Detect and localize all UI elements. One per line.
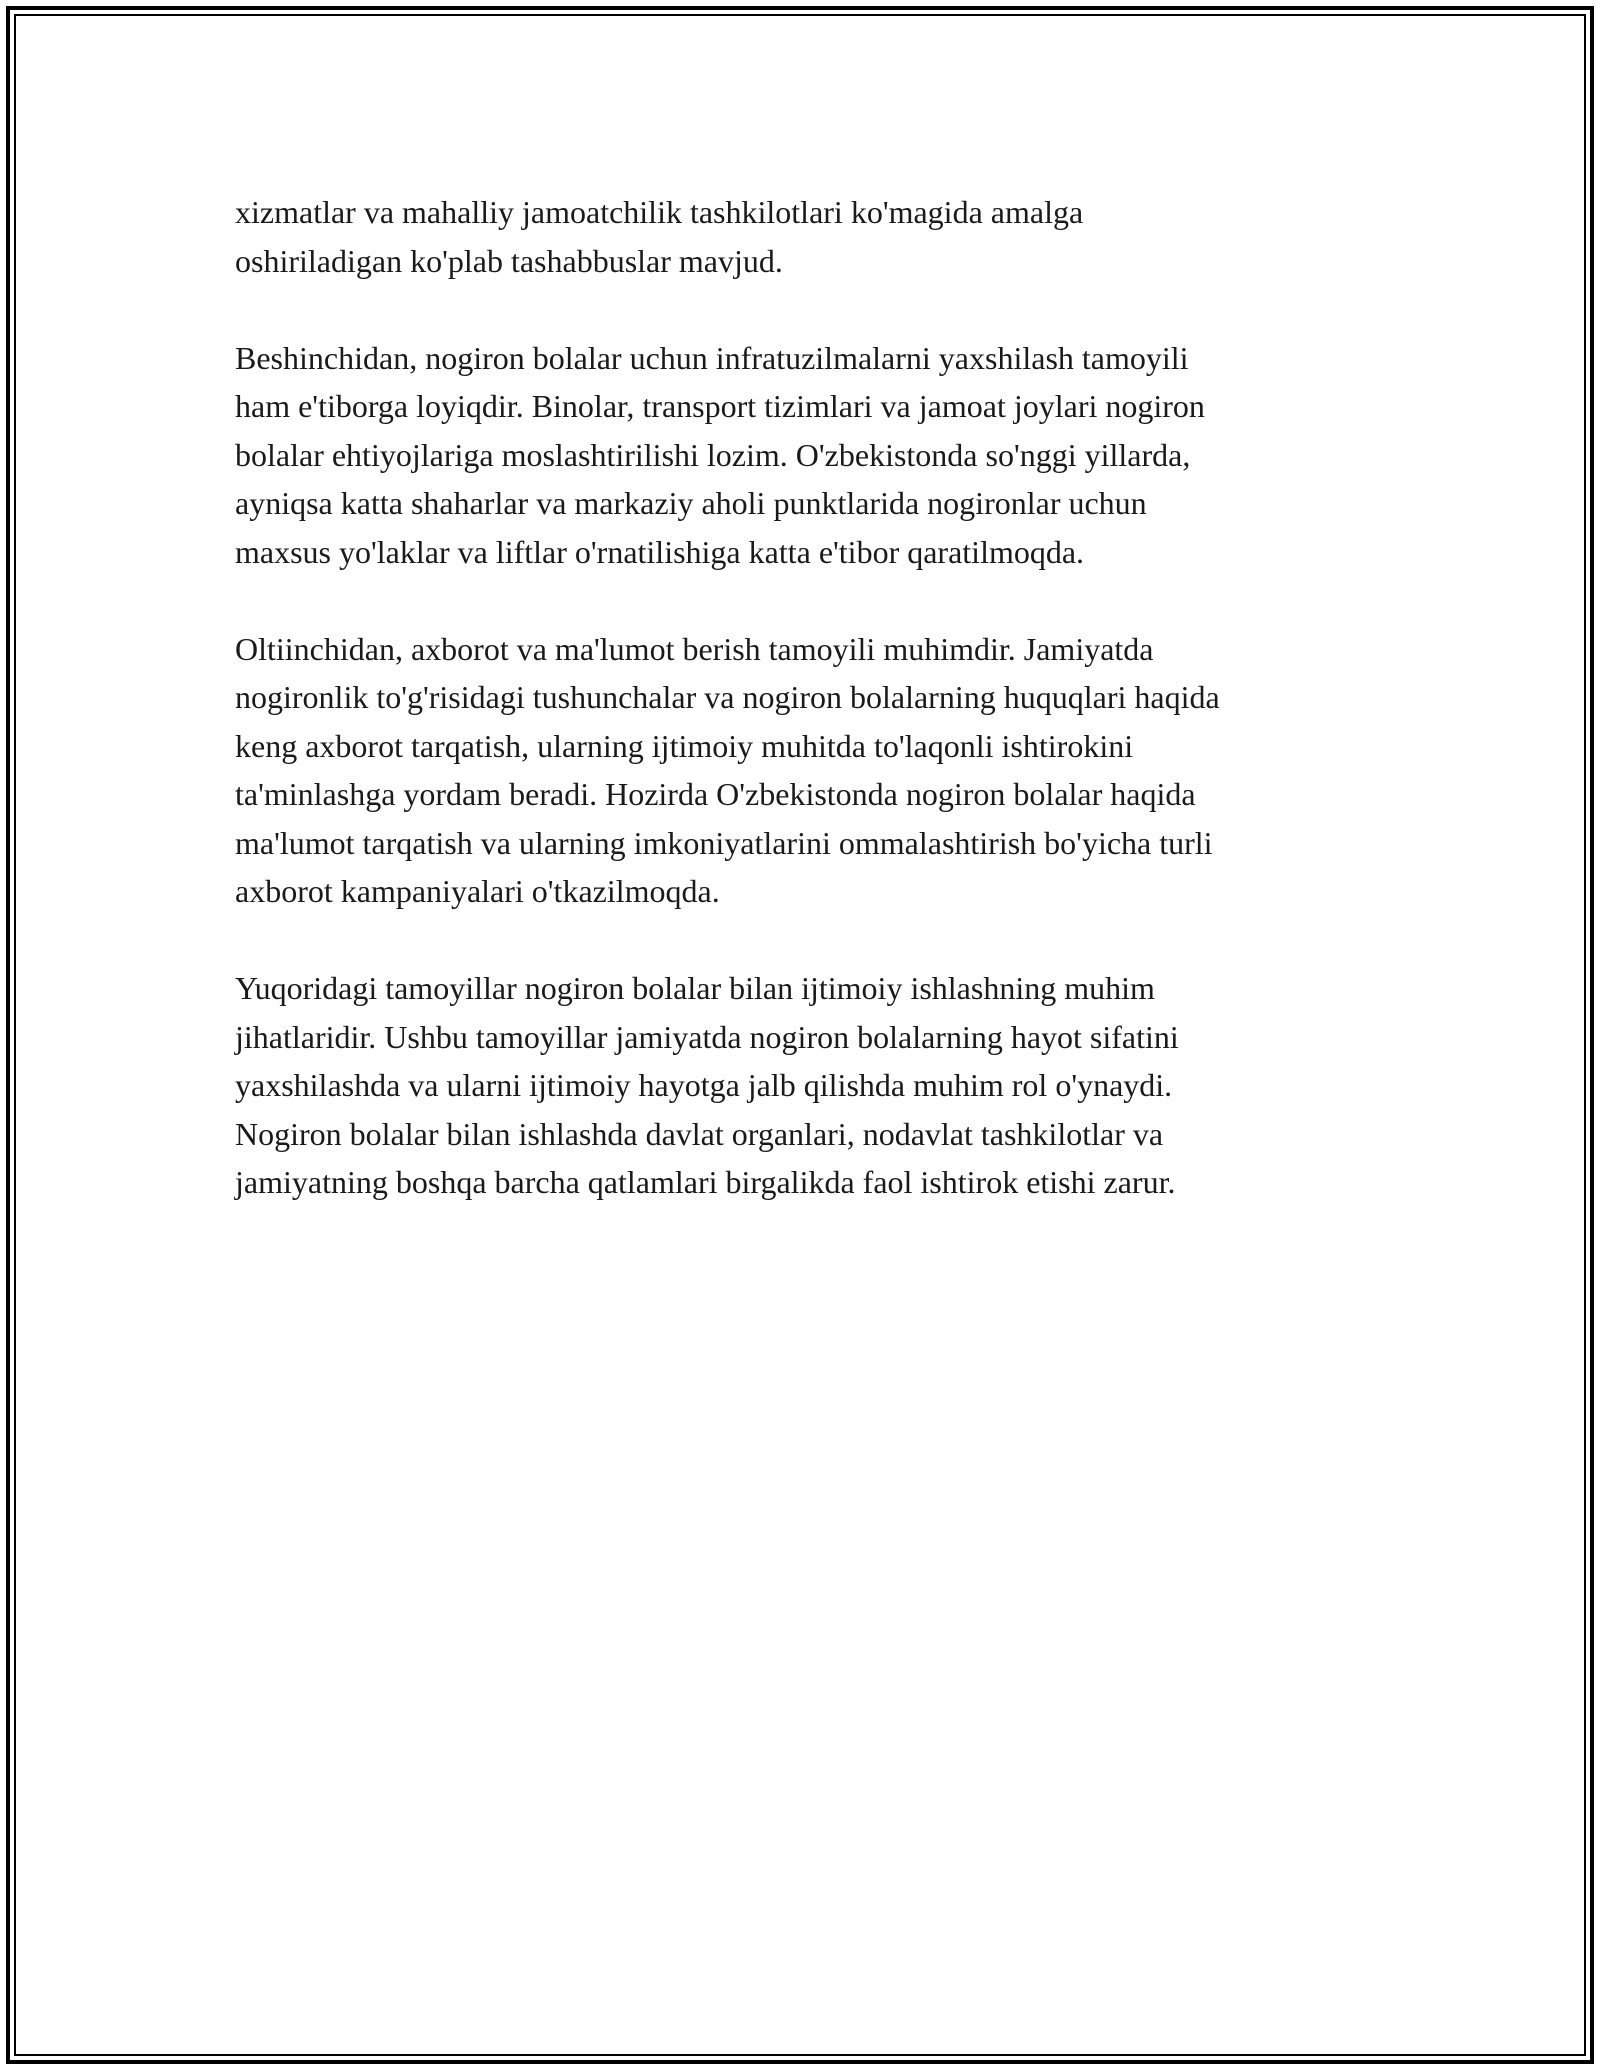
text-line: ayniqsa katta shaharlar va markaziy aholi punktlarida nogironlar uchun [235,485,1147,521]
text-line: Beshinchidan, nogiron bolalar uchun infratuzilmalarni yaxshilash tamoyili [235,339,1189,376]
paragraph [235,188,1395,285]
text-line: ham e'tiborga loyiqdir. Binolar, transport tizimlari va jamoat joylari nogiron [235,388,1205,424]
text-line: jihatlaridir. Ushbu tamoyillar jamiyatda nogiron bolalarning hayot sifatini [235,1018,1179,1055]
paragraph [235,625,1395,916]
paragraph [235,334,1395,577]
text-line: nogironlik to'g'risidagi tushunchalar va nogiron bolalarning huquqlari haqida [235,679,1220,715]
text-line: Nogiron bolalar bilan ishlashda davlat organlari, nodavlat tashkilotlar va [235,1115,1164,1152]
text-line: oshiriladigan ko'plab tashabbuslar mavjud. [235,242,783,279]
text-line: Oltiinchidan, axborot va ma'lumot berish tamoyili muhimdir. Jamiyatda [235,630,1154,667]
text-line: jamiyatning boshqa barcha qatlamlari birgalikda faol ishtirok etishi zarur. [235,1164,1176,1200]
text-line: yaxshilashda va ularni ijtimoiy hayotga jalb qilishda muhim rol o'ynaydi. [235,1067,1173,1103]
text-line: bolalar ehtiyojlariga moslashtirilishi lozim. O'zbekistonda so'nggi yillarda, [235,436,1191,473]
text-line: maxsus yo'laklar va liftlar o'rnatilishiga katta e'tibor qaratilmoqda. [235,533,1085,570]
document-body [235,188,1395,1255]
text-line: axborot kampaniyalari o'tkazilmoqda. [235,873,720,909]
text-line: Yuqoridagi tamoyillar nogiron bolalar bilan ijtimoiy ishlashning muhim [235,970,1155,1006]
paragraph [235,964,1395,1207]
text-line: ma'lumot tarqatish va ularning imkoniyatlarini ommalashtirish bo'yicha turli [235,824,1213,861]
text-line: keng axborot tarqatish, ularning ijtimoiy muhitda to'laqonli ishtirokini [235,727,1134,764]
text-line: xizmatlar va mahalliy jamoatchilik tashkilotlari ko'magida amalga [235,194,1084,230]
text-line: ta'minlashga yordam beradi. Hozirda O'zbekistonda nogiron bolalar haqida [235,776,1196,812]
